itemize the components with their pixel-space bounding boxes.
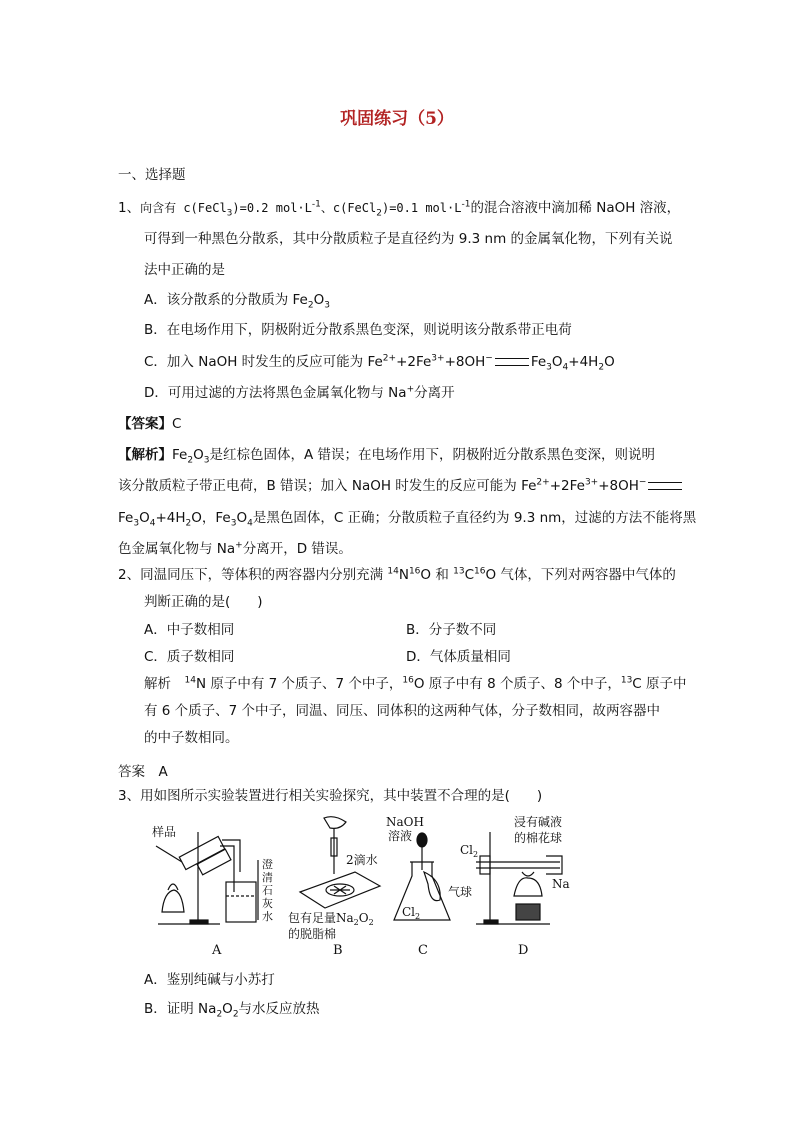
q2-option-c: C．质子数相同 (144, 649, 235, 665)
equals-arrow-icon (648, 482, 682, 490)
label-sample: 样品 (152, 825, 177, 839)
label-naoh: NaOH (386, 815, 424, 829)
apparatus-a (156, 832, 258, 924)
q3-apparatus-figure (150, 812, 590, 962)
q2-option-d: D．气体质量相同 (406, 649, 511, 665)
q1-explanation-line4: 色金属氧化物与 Na+分离开，D 错误。 (118, 540, 352, 557)
label-cotton-line1: 包有足量$Na_2O_2$ (288, 911, 374, 927)
q1-number: 1、 (118, 200, 141, 216)
q1-option-b: B．在电场作用下，阴极附近分散系黑色变深，则说明该分散系带正电荷 (144, 322, 572, 338)
q1-option-d: D．可用过滤的方法将黑色金属氧化物与 Na+分离开 (144, 384, 455, 401)
q1-option-a: A．该分散系的分散质为 $Fe_2O_3$ (144, 292, 330, 311)
label-solution: 溶液 (388, 829, 413, 843)
q3-option-b: B．证明 $Na_2O_2$与水反应放热 (144, 1001, 320, 1020)
q2-explanation-line1: 解析 $^{14}$N 原子中有 7 个质子、7 个中子，$^{16}$O 原子中有 8 个质子、8 个中子，$^{13}$C 原子中 (144, 675, 687, 692)
label-soaked-alkali: 浸有碱液 (514, 815, 563, 829)
q2-explanation-line3: 的中子数相同。 (144, 730, 239, 746)
label-b: B (333, 943, 343, 958)
q2-line2: 判断正确的是( ) (144, 594, 263, 610)
label-c: C (418, 943, 428, 958)
label-2-drops-water: 2滴水 (346, 853, 378, 867)
q2-option-b: B．分子数不同 (406, 622, 497, 638)
page-title: 巩固练习（5） (340, 109, 454, 129)
q1-explanation-line1: 【解析】$Fe_2O_3$是红棕色固体，A 错误；在电场作用下，阴极附近分散系黑色变深，则说明 (118, 447, 655, 466)
equals-arrow-icon (495, 358, 529, 366)
q2-explanation-line2: 有 6 个质子、7 个中子，同温、同压、同体积的这两种气体，分子数相同，故两容器中 (144, 703, 661, 719)
label-cotton-ball: 的棉花球 (514, 831, 563, 845)
q1-option-c: C．加入 NaOH 时发生的反应可能为 $Fe^{2+}+2Fe^{3+}+8OH^-$ $Fe_3O_4+4H_2O$ (144, 353, 615, 373)
q1-line2: 可得到一种黑色分散系，其中分散质粒子是直径约为 9.3 nm 的金属氧化物，下列有关说 (144, 231, 673, 247)
q2-option-a: A．中子数相同 (144, 622, 235, 638)
apparatus-d (476, 832, 562, 924)
q3-option-a: A．鉴别纯碱与小苏打 (144, 972, 275, 988)
label-limewater: 澄清石灰水 (262, 858, 273, 923)
q1-line3: 法中正确的是 (144, 262, 225, 278)
q1-answer: 【答案】C (118, 416, 182, 432)
label-na: Na (552, 877, 570, 891)
q2-answer: 答案 A (118, 764, 168, 780)
q1-explanation-line3: $Fe_3O_4+4H_2O$，$Fe_3O_4$是黑色固体，C 正确；分散质粒子直径约为 9.3 nm，过滤的方法不能将黑 (118, 510, 697, 529)
label-balloon: 气球 (448, 885, 473, 899)
label-cl2-c: $Cl_2$ (402, 905, 421, 921)
q1-explanation-line2: 该分散质粒子带正电荷，B 错误；加入 NaOH 时发生的反应可能为 $Fe^{2+}+2Fe^{3+}+8OH^-$ (118, 476, 684, 496)
q1-line1: 1、向含有 c(FeCl$_3$)=0.2 $mol\cdot L^{-1}$、c(FeCl$_2$)=0.1 $mol\cdot L^{-1}$的混合溶液中滴加稀 NaOH 溶液， (118, 199, 681, 219)
label-cotton-line2: 的脱脂棉 (288, 927, 337, 941)
label-cl2-d: $Cl_2$ (460, 843, 479, 859)
q3-line1: 3、用如图所示实验装置进行相关实验探究，其中装置不合理的是( ) (118, 788, 543, 804)
label-a: A (212, 943, 222, 958)
label-d: D (518, 943, 529, 958)
q2-line1: 2、同温同压下，等体积的两容器内分别充满 $^{14}N^{16}O$ 和 $^{13}C^{16}O$ 气体，下列对两容器中气体的 (118, 566, 676, 583)
section-heading: 一、选择题 (118, 167, 186, 183)
